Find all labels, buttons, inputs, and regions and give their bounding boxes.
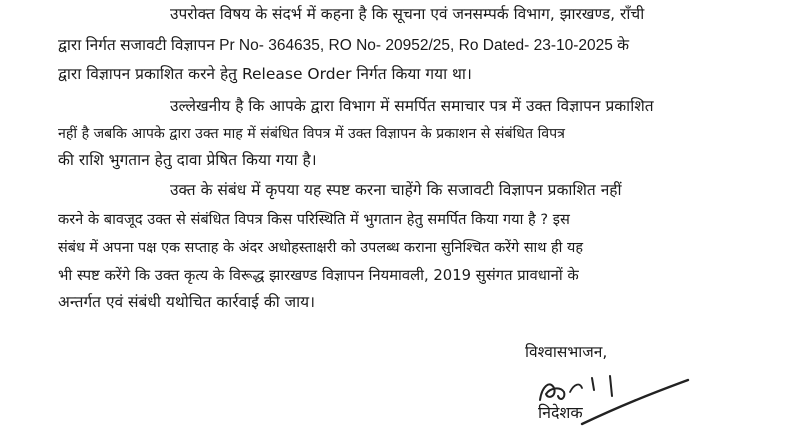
para2-line3: की राशि भुगतान हेतु दावा प्रेषित किया गया है। <box>58 151 317 169</box>
para2-line2: नहीं है जबकि आपके द्वारा उक्त माह में संबंधित विपत्र में उक्त विज्ञापन के प्रकाशन से संबंधित विपत्र <box>58 126 566 142</box>
para3-line3: संबंध में अपना पक्ष एक सप्ताह के अंदर अधोहस्ताक्षरी को उपलब्ध कराना सुनिश्चित करेंगे साथ ही यह <box>58 240 583 256</box>
para2-line1: उल्लेखनीय है कि आपके द्वारा विभाग में समर्पित समाचार पत्र में उक्त विज्ञापन प्रकाशित <box>170 97 654 115</box>
para1-line3: द्वारा विज्ञापन प्रकाशित करने हेतु Release Order निर्गत किया गया था। <box>58 65 472 83</box>
para3-line5: अन्तर्गत एवं संबंधी यथोचित कार्रवाई की जाय। <box>58 293 316 311</box>
para1-line1: उपरोक्त विषय के संदर्भ में कहना है कि सूचना एवं जनसम्पर्क विभाग, झारखण्ड, राँची <box>170 5 645 23</box>
para3-line1: उक्त के संबंध में कृपया यह स्पष्ट करना चाहेंगे कि सजावटी विज्ञापन प्रकाशित नहीं <box>170 181 622 199</box>
para1-line2: द्वारा निर्गत सजावटी विज्ञापन Pr No- 364635, RO No- 20952/25, Ro Dated- 23-10-2025 के <box>58 37 630 54</box>
closing-text: विश्वासभाजन, <box>525 343 608 361</box>
designation-text: निदेशक <box>538 403 583 422</box>
para3-line4: भी स्पष्ट करेंगे कि उक्त कृत्य के विरूद्ध झारखण्ड विज्ञापन नियमावली, 2019 सुसंगत प्रावधानों के <box>58 267 579 284</box>
para3-line2: करने के बावजूद उक्त से संबंधित विपत्र किस परिस्थिति में भुगतान हेतु समर्पित किया गया है ? इस <box>58 211 570 228</box>
